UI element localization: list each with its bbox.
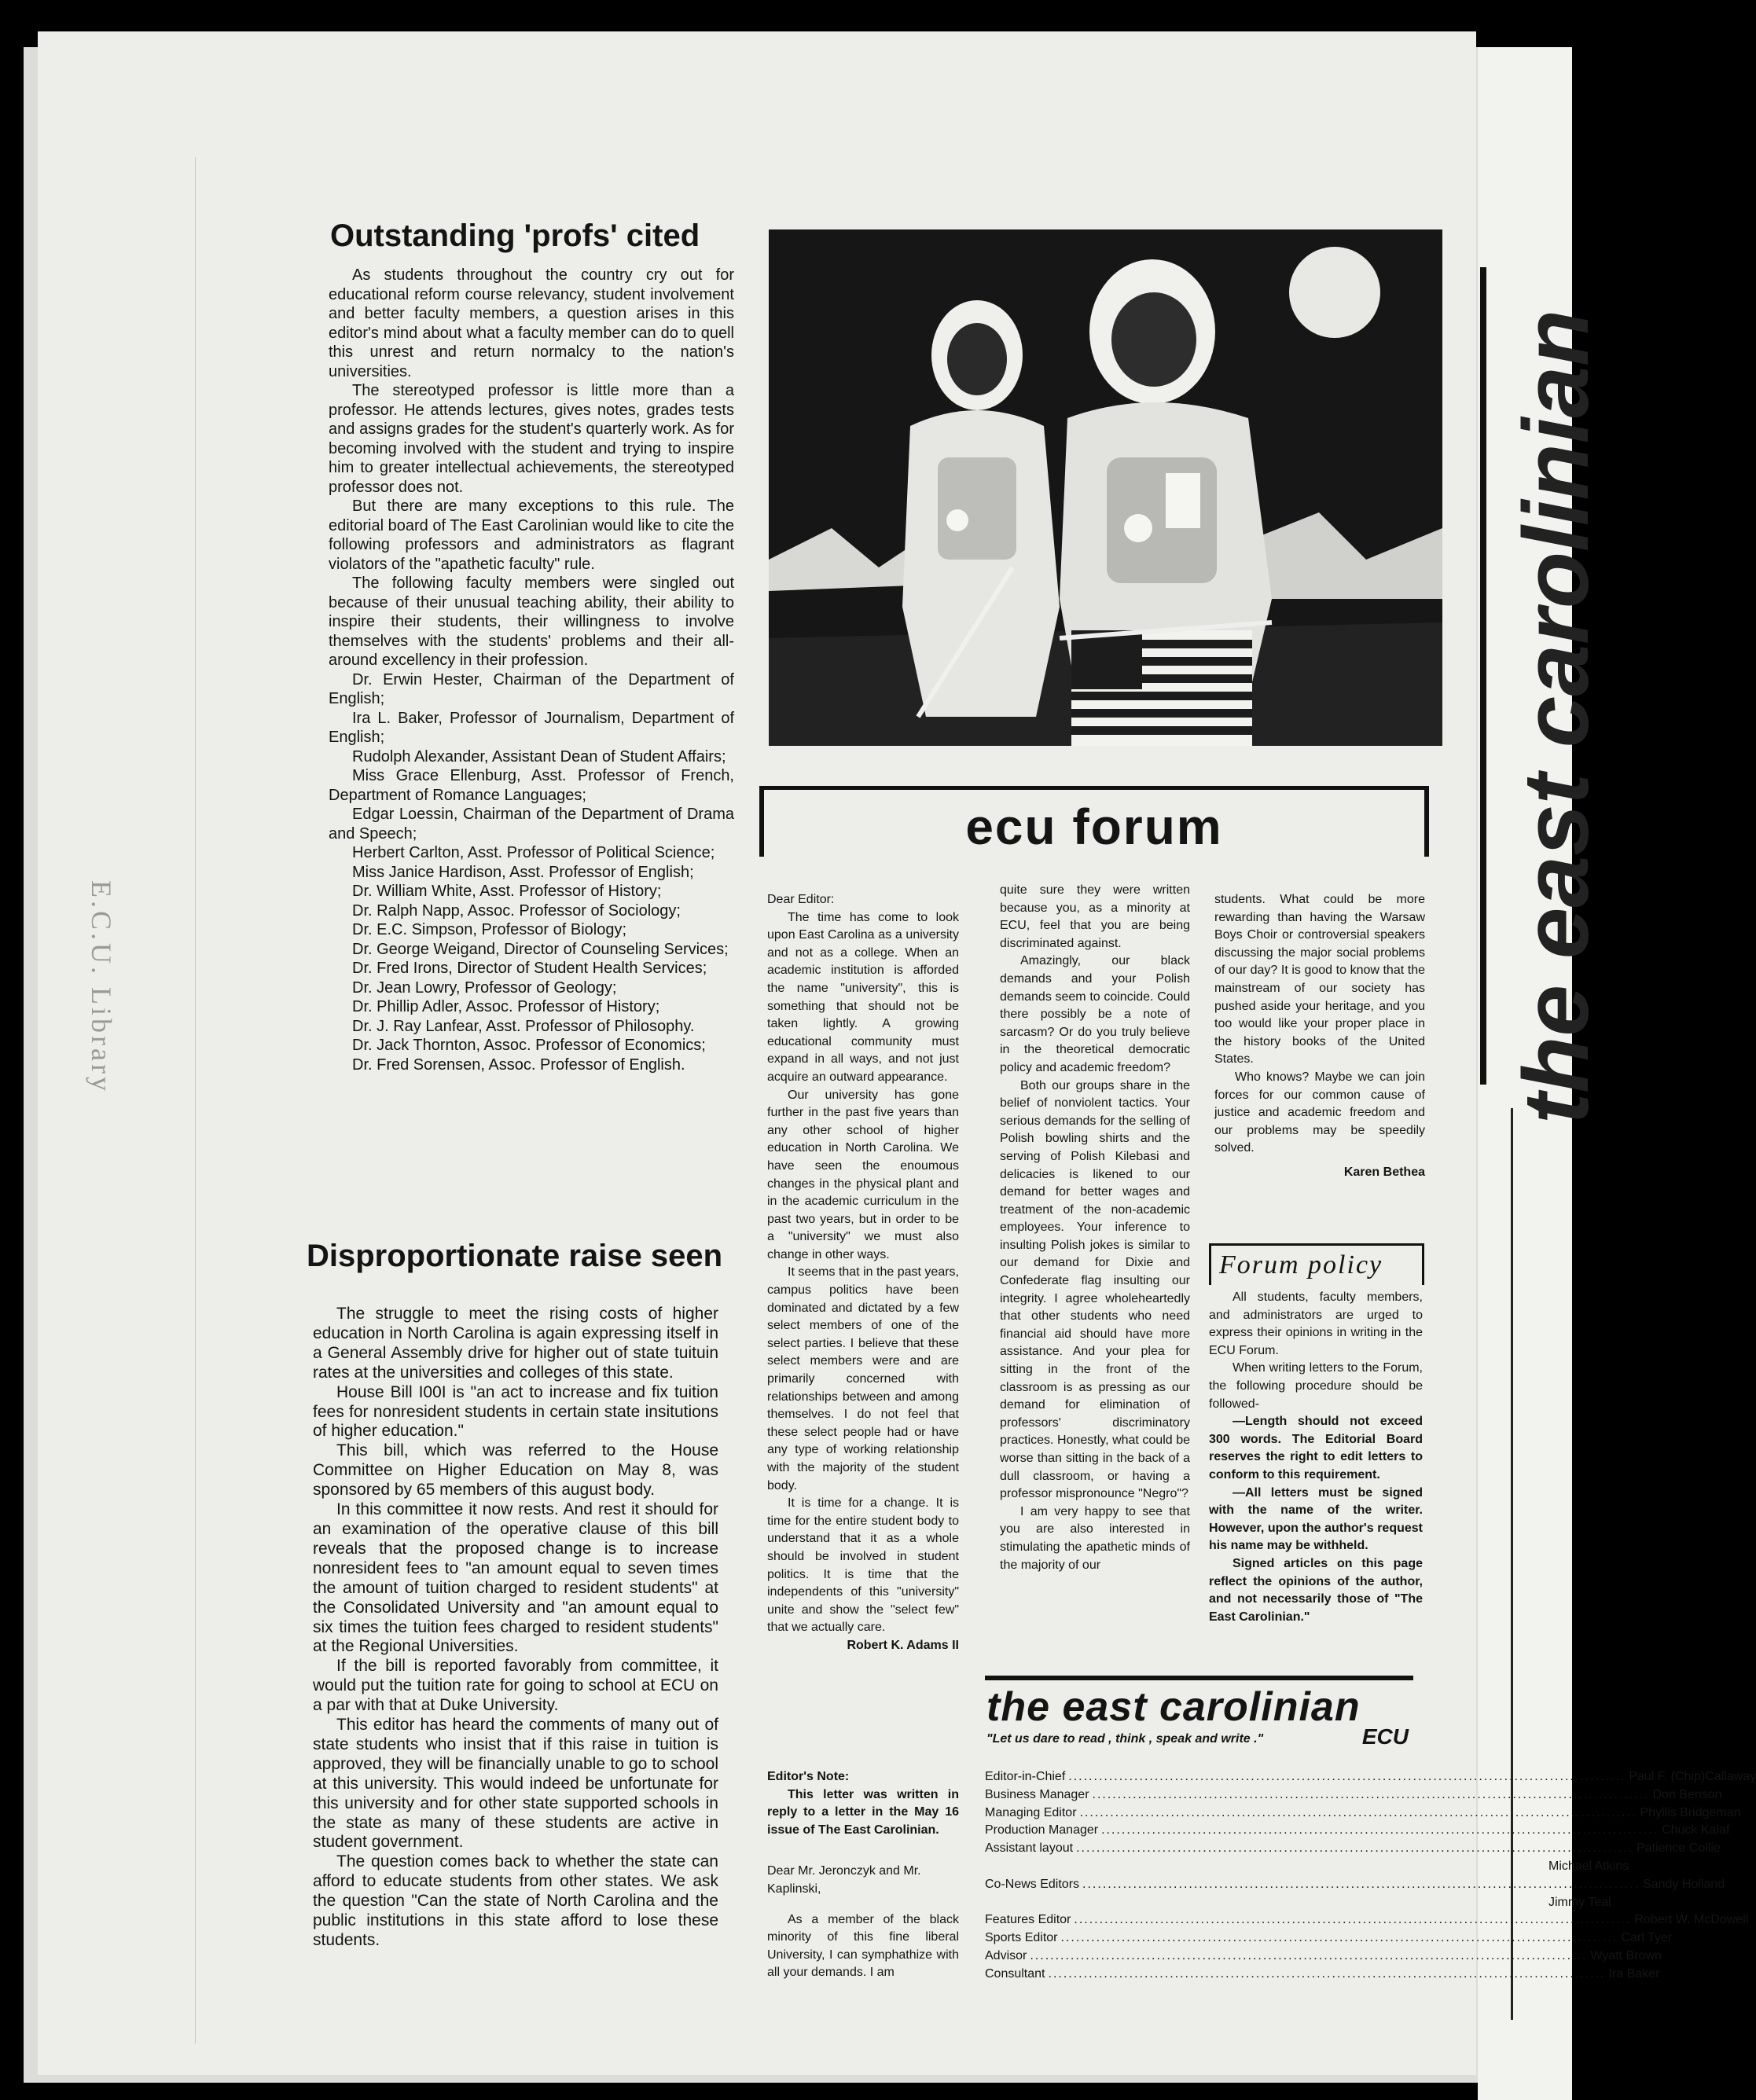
letter-salutation: Dear Mr. Jeronczyk and Mr. Kaplinski, [767, 1864, 921, 1896]
staff-role: Assistant layout [985, 1841, 1074, 1856]
staff-name: Wyatt Brown [1590, 1948, 1662, 1962]
forum-title: ecu forum [965, 799, 1223, 855]
leader-dots [1049, 1966, 1606, 1984]
forum-policy-title: Forum policy [1219, 1250, 1383, 1279]
leader-dots [1082, 1876, 1640, 1894]
leader-dots [1080, 1804, 1637, 1823]
forum-policy-header [1209, 1243, 1424, 1285]
paragraph: When writing letters to the Forum, the following procedure should be followed- [1209, 1361, 1423, 1411]
staff-role: Editor-in-Chief [985, 1770, 1066, 1783]
staff-name: Don Benson [1652, 1787, 1722, 1801]
paragraph: It seems that in the past years, campus politics have been dominated and dictated by a few select members of one of the select parties. I believe that these select members were and are primarily concerned with relationships between and among themselves. I do not feel that these select people had or have any type of working relationship with the majority of the student body. [767, 1265, 959, 1492]
staff-name: Carl Tyer [1621, 1931, 1673, 1945]
staff-row [985, 1894, 1611, 1912]
staff-row [985, 1840, 1721, 1858]
paragraph: —All letters must be signed with the name of the writer. However, upon the author's request his name may be withheld. [1209, 1485, 1423, 1553]
faculty-entry: Dr. Phillip Adler, Assoc. Professor of History; [352, 998, 660, 1015]
staff-row [985, 1948, 1662, 1966]
staff-name: Chuck Kalaf [1662, 1823, 1730, 1837]
leader-dots [1101, 1822, 1659, 1840]
staff-role: Co-News Editors [985, 1877, 1080, 1891]
paragraph: Both our groups share in the belief of nonviolent tactics. Your serious demands for the selling of Polish bowling shirts and the serving of Polish Kilebasi and delicacies is likened to our demand for better wages and treatment of the non-academic employees. Your inference to insulting Polish jokes is similar to our demand for Dixie and Confederate flag insulting our integrity. I agree wholeheartedly that other students who need financial aid should have more assistance. And your plea for sitting in the front of the classroom is as pressing as our demand for elimination of professors' discriminatory practices. Honestly, what could be worse than sitting in the back of a dull classroom, or having a professor mispronounce "Negro"? [1000, 1078, 1190, 1501]
letter-signature: Robert K. Adams II [847, 1638, 959, 1652]
staff-name: Jimmy Teal [1548, 1895, 1611, 1909]
paragraph: As students throughout the country cry out for educational reform course relevancy, student involvement and better faculty members, a question arises in this editor's mind about what a faculty member can do to quell this unrest and return normalcy to the nation's universities. [329, 266, 734, 380]
staff-row [985, 1858, 1629, 1876]
faculty-entry: Dr. Erwin Hester, Chairman of the Department of English; [329, 670, 734, 707]
staff-name: Sandy Holland [1643, 1877, 1725, 1891]
paragraph: The time has come to look upon East Carolina as a university and not as a college. When an academic institution is afforded the name "university", this is something that should not be taken lightly. A growing educational community must expand in all ways, and not just acquire an outward appearance. [767, 910, 959, 1084]
staff-role: Production Manager [985, 1823, 1099, 1837]
faculty-entry: Miss Janice Hardison, Asst. Professor of English; [352, 863, 694, 881]
masthead-title: the east carolinian [986, 1684, 1361, 1730]
letter-signature: Karen Bethea [1343, 1165, 1425, 1179]
paragraph: Our university has gone further in the past five years than any other school of higher education in North Carolina. We have seen the enoumous changes in the physical plant and in the academic curriculum in the past two years, but in order to be a "university" we must also change in other ways. [767, 1088, 959, 1261]
staff-role: Consultant [985, 1966, 1045, 1981]
staff-row [985, 1966, 1660, 1984]
masthead-motto: "Let us dare to read , think , speak and write ." [986, 1732, 1264, 1746]
forum-banner [759, 786, 1429, 857]
paragraph: students. What could be more rewarding than having the Warsaw Boys Choir or controversial speakers discussing the major social problems of our day? It is good to know that the mainstream of our society has pushed aside your heritage, and you too would like your proper place in the history books of the United States. [1214, 893, 1425, 1067]
faculty-entry: Dr. Ralph Napp, Assoc. Professor of Sociology; [352, 901, 681, 920]
faculty-entry: Rudolph Alexander, Assistant Dean of Student Affairs; [352, 747, 726, 765]
faculty-entry: Dr. William White, Asst. Professor of History; [352, 883, 662, 900]
staff-name: Phyllis Bridgeman [1640, 1805, 1741, 1819]
staff-row [985, 1876, 1725, 1894]
staff-row [985, 1768, 1756, 1786]
paragraph: As a member of the black minority of this fine liberal University, I can symphathize with all your demands. I am [767, 1912, 959, 1980]
astronauts-illustration [769, 229, 1442, 746]
faculty-entry: Edgar Loessin, Chairman of the Department of Drama and Speech; [329, 806, 734, 843]
paragraph: Amazingly, our black demands and your Polish demands seem to coincide. Could there possibly be a note of sarcasm? Or do you truly believe in the theoretical democratic policy and academic freedom? [1000, 954, 1190, 1074]
staff-row [985, 1804, 1741, 1823]
paragraph: This editor has heard the comments of many out of state students who insist that if this raise in tuition is approved, they will be financially unable to go to school at this university. This would indeed be unfortunate for this university and for other state supported schools in the state as many of these students are active in student government. [313, 1716, 718, 1852]
staff-role: Business Manager [985, 1787, 1089, 1801]
forum-column-c [1214, 891, 1425, 1182]
paragraph: Signed articles on this page reflect the opinions of the author, and not necessarily those of "The East Carolinian." [1209, 1556, 1423, 1624]
staff-row [985, 1786, 1722, 1804]
staff-role: Sports Editor [985, 1931, 1058, 1945]
staff-name: Paul F. (Chip)Callaway [1629, 1770, 1756, 1783]
faculty-entry: Dr. George Weigand, Director of Counseling Services; [352, 940, 729, 958]
masthead [985, 1676, 1413, 1755]
staff-role: Managing Editor [985, 1805, 1077, 1819]
adjacent-masthead: the east carolinian [1504, 309, 1608, 1124]
paragraph: The following faculty members were singled out because of their unusual teaching ability, their ability to inspire their students, their willingness to involve themselves with the students' problems and their all-around excellency in their profession. [329, 575, 734, 669]
staff-row [985, 1911, 1749, 1929]
paragraph: But there are many exceptions to this rule. The editorial board of The East Carolinian would like to cite the following professors and administrators as flagrant violators of the "apathetic faculty" rule. [329, 497, 734, 573]
paragraph: Who knows? Maybe we can join forces for our common cause of justice and academic freedom and our problems may be speedily solved. [1214, 1070, 1425, 1155]
leader-dots [1068, 1768, 1626, 1786]
article-outstanding-profs [329, 266, 734, 1074]
paragraph: All students, faculty members, and administrators are urged to express their opinions in writing in the ECU Forum. [1209, 1290, 1423, 1357]
paragraph: This bill, which was referred to the House Committee on Higher Education on May 8, was sponsored by 65 members of this august body. [313, 1441, 718, 1500]
paragraph: I am very happy to see that you are also interested in stimulating the apathetic minds of the majority of our [1000, 1504, 1190, 1572]
staff-name: Michael Atkins [1548, 1859, 1629, 1873]
leader-dots [1076, 1840, 1633, 1858]
faculty-entry: Miss Grace Ellenburg, Asst. Professor of French, Department of Romance Languages; [329, 767, 734, 804]
article-disproportionate-raise [313, 1305, 718, 1951]
staff-row [985, 1929, 1673, 1948]
staff-name: Robert W. McDowell [1634, 1913, 1749, 1927]
staff-name: Patience Collie [1637, 1841, 1721, 1856]
faculty-entry: Dr. Fred Sorensen, Assoc. Professor of English. [352, 1056, 685, 1074]
leader-dots [1074, 1911, 1631, 1929]
headline-disproportionate-raise: Disproportionate raise seen [307, 1239, 723, 1273]
editors-note-text: This letter was written in reply to a letter in the May 16 issue of The East Carolinian. [767, 1787, 959, 1837]
paragraph: If the bill is reported favorably from committee, it would put the tuition rate for going to school at ECU on a par with that at Duke University. [313, 1657, 718, 1715]
faculty-entry: Herbert Carlton, Asst. Professor of Political Science; [352, 844, 715, 861]
forum-column-a [767, 891, 959, 1655]
paragraph: In this committee it now rests. And rest it should for an examination of the operative clause of this bill reveals that the proposed change is to increase nonresident fees to "an amount equal to seven times the amount of tuition charged to resident students" at the Consolidated University and "an amount equal to six times the tuition fees charged to resident students" at the Regional Universities. [313, 1500, 718, 1656]
astronauts-drawing [769, 229, 1442, 746]
editors-note [767, 1768, 959, 1982]
staff-role: Features Editor [985, 1913, 1071, 1927]
staff-row [985, 1822, 1730, 1840]
staff-name: Ira Baker [1608, 1966, 1660, 1981]
paragraph: The struggle to meet the rising costs of higher education in North Carolina is again expressing itself in a General Assembly drive for higher out of state tuituin rates at the universities and colleges of this state. [313, 1305, 718, 1382]
paragraph: The stereotyped professor is little more than a professor. He attends lectures, gives notes, grades tests and assigns grades for the student's quarterly work. As for becoming involved with the student and trying to inspire him to greater intellectual achievements, the stereotyped professor does not. [329, 382, 734, 496]
strip-rule [1480, 267, 1486, 1085]
faculty-entry: Dr. Jack Thornton, Assoc. Professor of Economics; [352, 1037, 706, 1054]
faculty-entry: Dr. E.C. Simpson, Professor of Biology; [352, 921, 627, 938]
library-stamp: E.C.U. Library [86, 880, 117, 1094]
leader-dots [1093, 1786, 1650, 1804]
paragraph: —Length should not exceed 300 words. The Editorial Board reserves the right to edit letters to conform to this requirement. [1209, 1415, 1423, 1481]
letter-salutation: Dear Editor: [767, 893, 835, 906]
headline-outstanding-profs: Outstanding 'profs' cited [330, 218, 700, 253]
paragraph: It is time for a change. It is time for the entire student body to understand that it as a whole should be involved in student politics. It is time that the independents of this "university" unite and show the "select few" that we actually care. [767, 1496, 959, 1635]
staff-box [985, 1768, 1756, 1984]
forum-policy [1209, 1289, 1423, 1626]
faculty-list [329, 670, 734, 1075]
leader-dots [1030, 1948, 1587, 1966]
staff-role: Advisor [985, 1948, 1027, 1962]
paragraph: House Bill I00I is "an act to increase and fix tuition fees for nonresident students in certain state insitutions of higher education." [313, 1382, 718, 1441]
ecu-logo: ECU [1361, 1724, 1409, 1749]
editors-note-label: Editor's Note: [767, 1770, 850, 1783]
faculty-entry: Dr. Fred Irons, Director of Student Health Services; [352, 960, 707, 977]
paragraph: The question comes back to whether the state can afford to educate students from other states. We ask the question "Can the state of North Carolina and the public institutions in this state afford to lose these students. [313, 1852, 718, 1949]
faculty-entry: Dr. J. Ray Lanfear, Asst. Professor of Philosophy. [352, 1017, 695, 1035]
leader-dots [1060, 1929, 1618, 1948]
fold-line [195, 157, 196, 2043]
faculty-entry: Dr. Jean Lowry, Professor of Geology; [352, 978, 617, 997]
paragraph: quite sure they were written because you, as a minority at ECU, feel that you are being discriminated against. [1000, 883, 1190, 950]
forum-column-b [1000, 882, 1190, 1574]
faculty-entry: Ira L. Baker, Professor of Journalism, Department of English; [329, 709, 734, 746]
